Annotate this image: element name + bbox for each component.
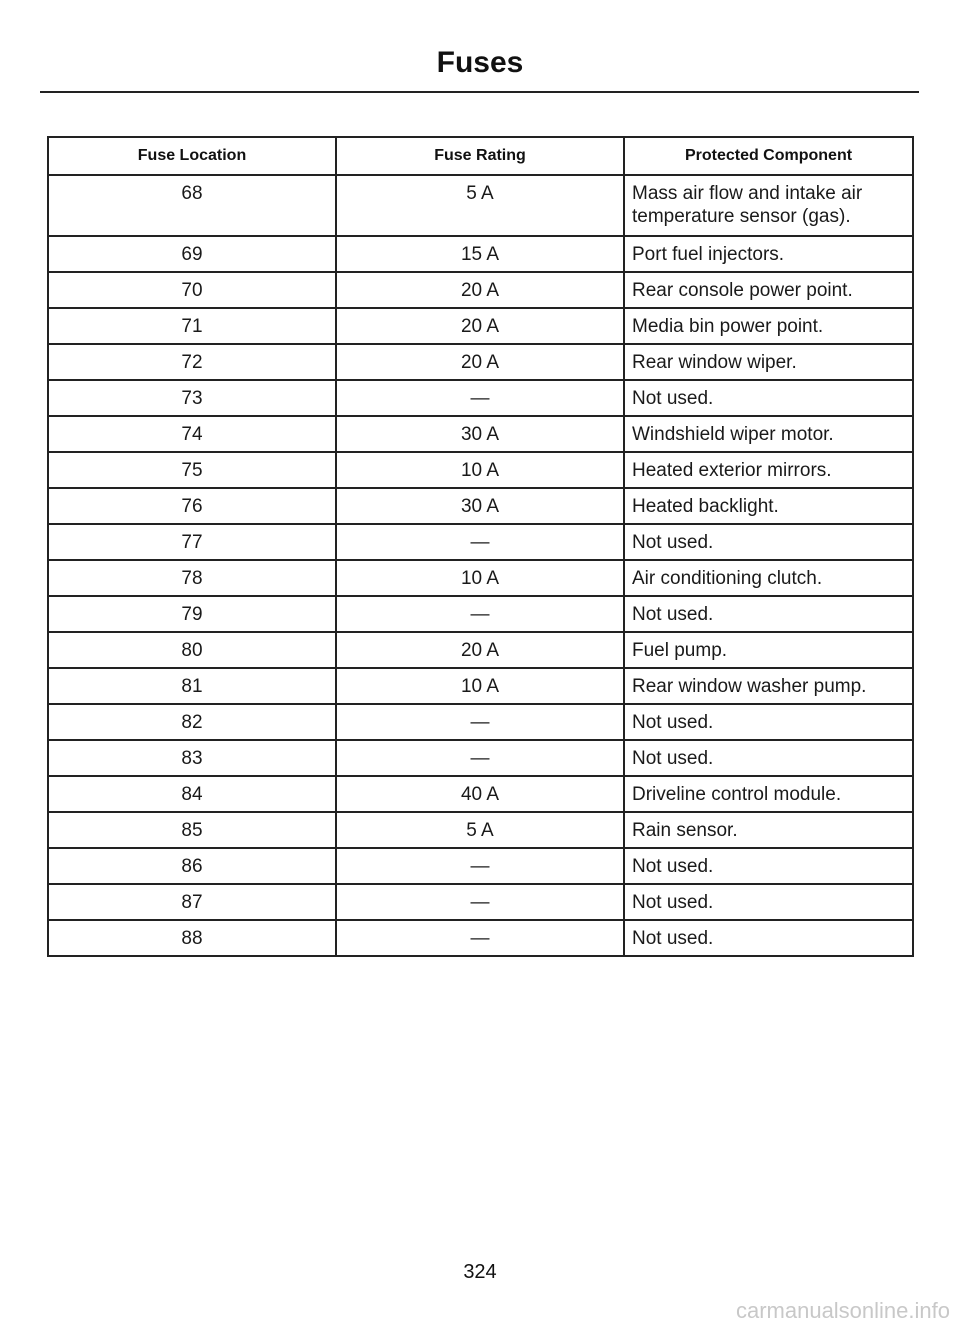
fuse-rating-cell: —	[336, 524, 624, 560]
table-row	[48, 884, 913, 920]
component-text-line: temperature sensor (gas).	[632, 206, 851, 227]
component-text-line: Media bin power point.	[632, 316, 824, 337]
protected-component-cell	[624, 560, 913, 596]
fuse-location-cell: 88	[48, 920, 336, 956]
fuse-location-cell: 80	[48, 632, 336, 668]
component-text-line: Not used.	[632, 712, 714, 733]
protected-component-cell	[624, 740, 913, 776]
fuse-location-cell: 73	[48, 380, 336, 416]
fuse-location-cell: 76	[48, 488, 336, 524]
fuse-rating-cell: 30 A	[336, 488, 624, 524]
protected-component-cell	[624, 848, 913, 884]
protected-component-cell	[624, 272, 913, 308]
protected-component-cell	[624, 596, 913, 632]
protected-component-cell	[624, 416, 913, 452]
protected-component-cell	[624, 668, 913, 704]
fuse-location-cell: 86	[48, 848, 336, 884]
fuse-rating-cell: 10 A	[336, 452, 624, 488]
table-row	[48, 740, 913, 776]
component-text-line: Rear window washer pump.	[632, 676, 867, 697]
protected-component-cell	[624, 236, 913, 272]
header-fuse-location: Fuse Location	[48, 137, 336, 175]
protected-component-cell	[624, 452, 913, 488]
fuse-rating-cell: —	[336, 884, 624, 920]
fuse-rating-cell: 20 A	[336, 632, 624, 668]
protected-component-cell	[624, 920, 913, 956]
protected-component-cell	[624, 344, 913, 380]
fuse-location-cell: 75	[48, 452, 336, 488]
fuse-rating-cell: 5 A	[336, 175, 624, 236]
fuse-rating-cell: —	[336, 920, 624, 956]
component-text-line: Not used.	[632, 892, 714, 913]
fuse-location-cell: 68	[48, 175, 336, 236]
component-text-line: Not used.	[632, 748, 714, 769]
fuse-location-cell: 87	[48, 884, 336, 920]
table-row	[48, 344, 913, 380]
fuse-rating-cell: —	[336, 848, 624, 884]
table-header-row	[48, 137, 913, 175]
table-body	[48, 175, 913, 956]
component-text-line: Not used.	[632, 388, 714, 409]
table-row	[48, 668, 913, 704]
fuse-rating-cell: —	[336, 704, 624, 740]
fuse-location-cell: 70	[48, 272, 336, 308]
fuse-location-cell: 77	[48, 524, 336, 560]
table-row	[48, 632, 913, 668]
table-row	[48, 236, 913, 272]
component-text-line: Fuel pump.	[632, 640, 728, 661]
table-row	[48, 452, 913, 488]
table-row	[48, 272, 913, 308]
title-divider	[40, 91, 919, 93]
header-protected-component: Protected Component	[624, 137, 913, 175]
fuse-rating-cell: 15 A	[336, 236, 624, 272]
fuse-location-cell: 72	[48, 344, 336, 380]
header-fuse-rating: Fuse Rating	[336, 137, 624, 175]
fuse-rating-cell: 5 A	[336, 812, 624, 848]
table-row	[48, 920, 913, 956]
fuse-location-cell: 83	[48, 740, 336, 776]
table-row	[48, 524, 913, 560]
fuse-rating-cell: 20 A	[336, 308, 624, 344]
component-text-line: Rear console power point.	[632, 280, 853, 301]
table-row	[48, 596, 913, 632]
protected-component-cell	[624, 175, 913, 236]
fuse-location-cell: 82	[48, 704, 336, 740]
fuse-rating-cell: —	[336, 740, 624, 776]
component-text-line: Not used.	[632, 928, 714, 949]
protected-component-cell	[624, 524, 913, 560]
fuse-location-cell: 69	[48, 236, 336, 272]
table-row	[48, 175, 913, 236]
component-text-line: Driveline control module.	[632, 784, 842, 805]
fuse-rating-cell: 20 A	[336, 272, 624, 308]
fuse-location-cell: 79	[48, 596, 336, 632]
protected-component-cell	[624, 380, 913, 416]
table-row	[48, 560, 913, 596]
fuse-rating-cell: 10 A	[336, 668, 624, 704]
table-row	[48, 812, 913, 848]
fuse-rating-cell: —	[336, 380, 624, 416]
table-row	[48, 416, 913, 452]
fuse-location-cell: 74	[48, 416, 336, 452]
component-text-line: Mass air flow and intake air	[632, 183, 863, 204]
protected-component-cell	[624, 884, 913, 920]
page-number: 324	[463, 1261, 497, 1283]
fuse-rating-cell: 20 A	[336, 344, 624, 380]
component-text-line: Port fuel injectors.	[632, 244, 785, 265]
component-text-line: Rear window wiper.	[632, 352, 797, 373]
component-text-line: Air conditioning clutch.	[632, 568, 823, 589]
table-row	[48, 704, 913, 740]
table-row	[48, 308, 913, 344]
fuse-location-cell: 81	[48, 668, 336, 704]
fuse-location-cell: 78	[48, 560, 336, 596]
protected-component-cell	[624, 812, 913, 848]
protected-component-cell	[624, 632, 913, 668]
page-title: Fuses	[436, 46, 524, 79]
component-text-line: Not used.	[632, 532, 714, 553]
protected-component-cell	[624, 488, 913, 524]
fuse-rating-cell: 10 A	[336, 560, 624, 596]
fuse-location-cell: 85	[48, 812, 336, 848]
watermark: carmanualsonline.info	[735, 1298, 950, 1323]
component-text-line: Heated backlight.	[632, 496, 779, 517]
fuse-table	[47, 136, 914, 957]
component-text-line: Heated exterior mirrors.	[632, 460, 832, 481]
protected-component-cell	[624, 308, 913, 344]
fuse-rating-cell: 30 A	[336, 416, 624, 452]
protected-component-cell	[624, 776, 913, 812]
fuse-rating-cell: —	[336, 596, 624, 632]
fuse-location-cell: 84	[48, 776, 336, 812]
fuse-rating-cell: 40 A	[336, 776, 624, 812]
protected-component-cell	[624, 704, 913, 740]
table-row	[48, 776, 913, 812]
component-text-line: Not used.	[632, 604, 714, 625]
component-text-line: Not used.	[632, 856, 714, 877]
table-row	[48, 380, 913, 416]
fuse-location-cell: 71	[48, 308, 336, 344]
table-row	[48, 488, 913, 524]
table-row	[48, 848, 913, 884]
component-text-line: Rain sensor.	[632, 820, 738, 841]
component-text-line: Windshield wiper motor.	[632, 424, 834, 445]
